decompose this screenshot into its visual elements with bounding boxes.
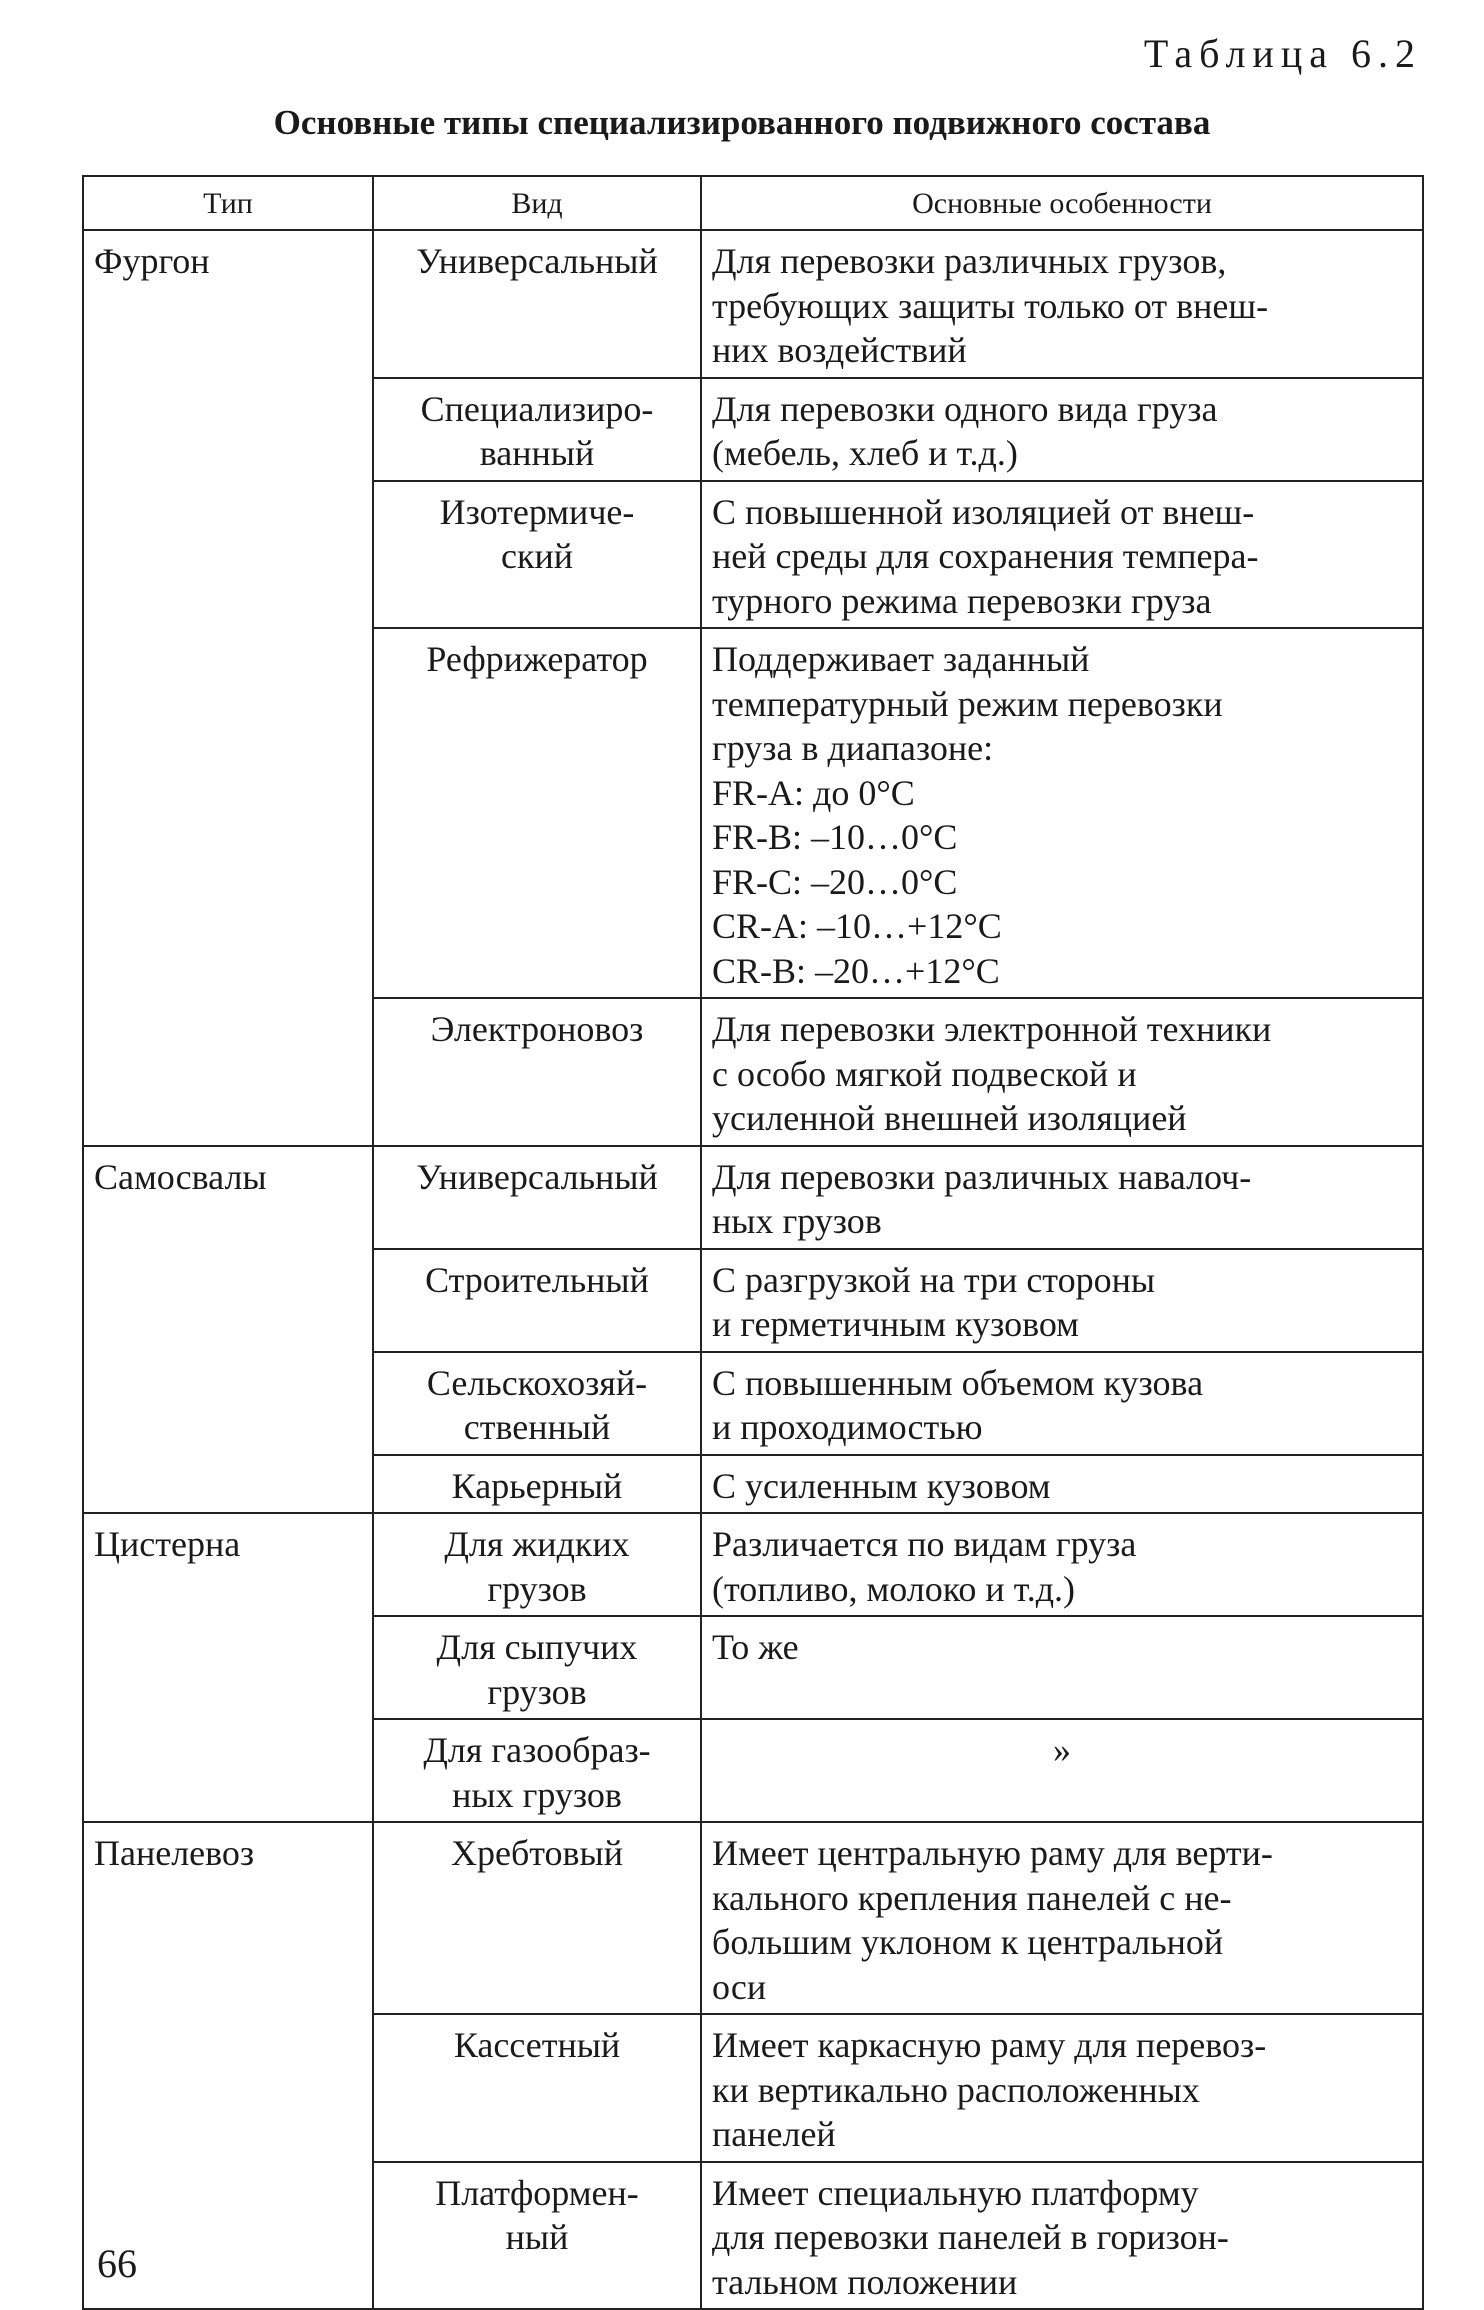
- type-cell: Цистерна: [83, 1513, 373, 1822]
- features-cell: Различается по видам груза (топливо, молоко и т.д.): [701, 1513, 1423, 1616]
- kind-cell: Строительный: [373, 1249, 701, 1352]
- column-header-features: Основные особенности: [701, 176, 1423, 230]
- kind-cell: Универсальный: [373, 1146, 701, 1249]
- type-cell: Фургон: [83, 230, 373, 1146]
- features-cell: Поддерживает заданный температурный режим перевозки груза в диапазоне: FR-A: до 0°С FR-B: –10…0°С FR-C: –20…0°С CR-A: –10…+12°С CR-B: –20…+12°С: [701, 628, 1423, 998]
- page-number: 66: [97, 2241, 137, 2286]
- features-cell: Для перевозки различных грузов, требующих защиты только от внеш- них воздействий: [701, 230, 1423, 378]
- kind-cell: Для сыпучих грузов: [373, 1616, 701, 1719]
- features-cell: Для перевозки одного вида груза (мебель, хлеб и т.д.): [701, 378, 1423, 481]
- features-cell: Для перевозки различных навалоч- ных грузов: [701, 1146, 1423, 1249]
- features-cell: То же: [701, 1616, 1423, 1719]
- table-header-row: [83, 176, 1423, 230]
- kind-cell: Платформен- ный: [373, 2162, 701, 2310]
- features-cell: С повышенным объемом кузова и проходимостью: [701, 1352, 1423, 1455]
- table-row: [83, 1146, 1423, 1249]
- table-caption: Основные типы специализированного подвижного состава: [273, 103, 1211, 142]
- table-number: Таблица 6.2: [1143, 31, 1422, 76]
- table-body: [83, 230, 1423, 2309]
- kind-cell: Электроновоз: [373, 998, 701, 1146]
- features-cell: »: [701, 1719, 1423, 1822]
- kind-cell: Для жидких грузов: [373, 1513, 701, 1616]
- table-row: [83, 1822, 1423, 2014]
- type-cell: Панелевоз: [83, 1822, 373, 2309]
- features-cell: С разгрузкой на три стороны и герметичным кузовом: [701, 1249, 1423, 1352]
- column-header-kind: Вид: [373, 176, 701, 230]
- kind-cell: Хребтовый: [373, 1822, 701, 2014]
- type-cell: Самосвалы: [83, 1146, 373, 1514]
- features-cell: Имеет центральную раму для верти- кального крепления панелей с не- большим уклоном к центральной оси: [701, 1822, 1423, 2014]
- table-row: [83, 230, 1423, 378]
- features-cell: Имеет каркасную раму для перевоз- ки вертикально расположенных панелей: [701, 2014, 1423, 2162]
- kind-cell: Специализиро- ванный: [373, 378, 701, 481]
- kind-cell: Карьерный: [373, 1455, 701, 1514]
- features-cell: С усиленным кузовом: [701, 1455, 1423, 1514]
- features-cell: Для перевозки электронной техники с особо мягкой подвеской и усиленной внешней изоляцией: [701, 998, 1423, 1146]
- kind-cell: Кассетный: [373, 2014, 701, 2162]
- table-row: [83, 1513, 1423, 1616]
- kind-cell: Изотермиче- ский: [373, 481, 701, 629]
- kind-cell: Сельскохозяй- ственный: [373, 1352, 701, 1455]
- features-cell: Имеет специальную платформу для перевозки панелей в горизон- тальном положении: [701, 2162, 1423, 2310]
- rolling-stock-table: [82, 175, 1424, 2310]
- kind-cell: Для газообраз- ных грузов: [373, 1719, 701, 1822]
- column-header-type: Тип: [83, 176, 373, 230]
- features-cell: С повышенной изоляцией от внеш- ней среды для сохранения темпера- турного режима перевозки груза: [701, 481, 1423, 629]
- kind-cell: Рефрижератор: [373, 628, 701, 998]
- kind-cell: Универсальный: [373, 230, 701, 378]
